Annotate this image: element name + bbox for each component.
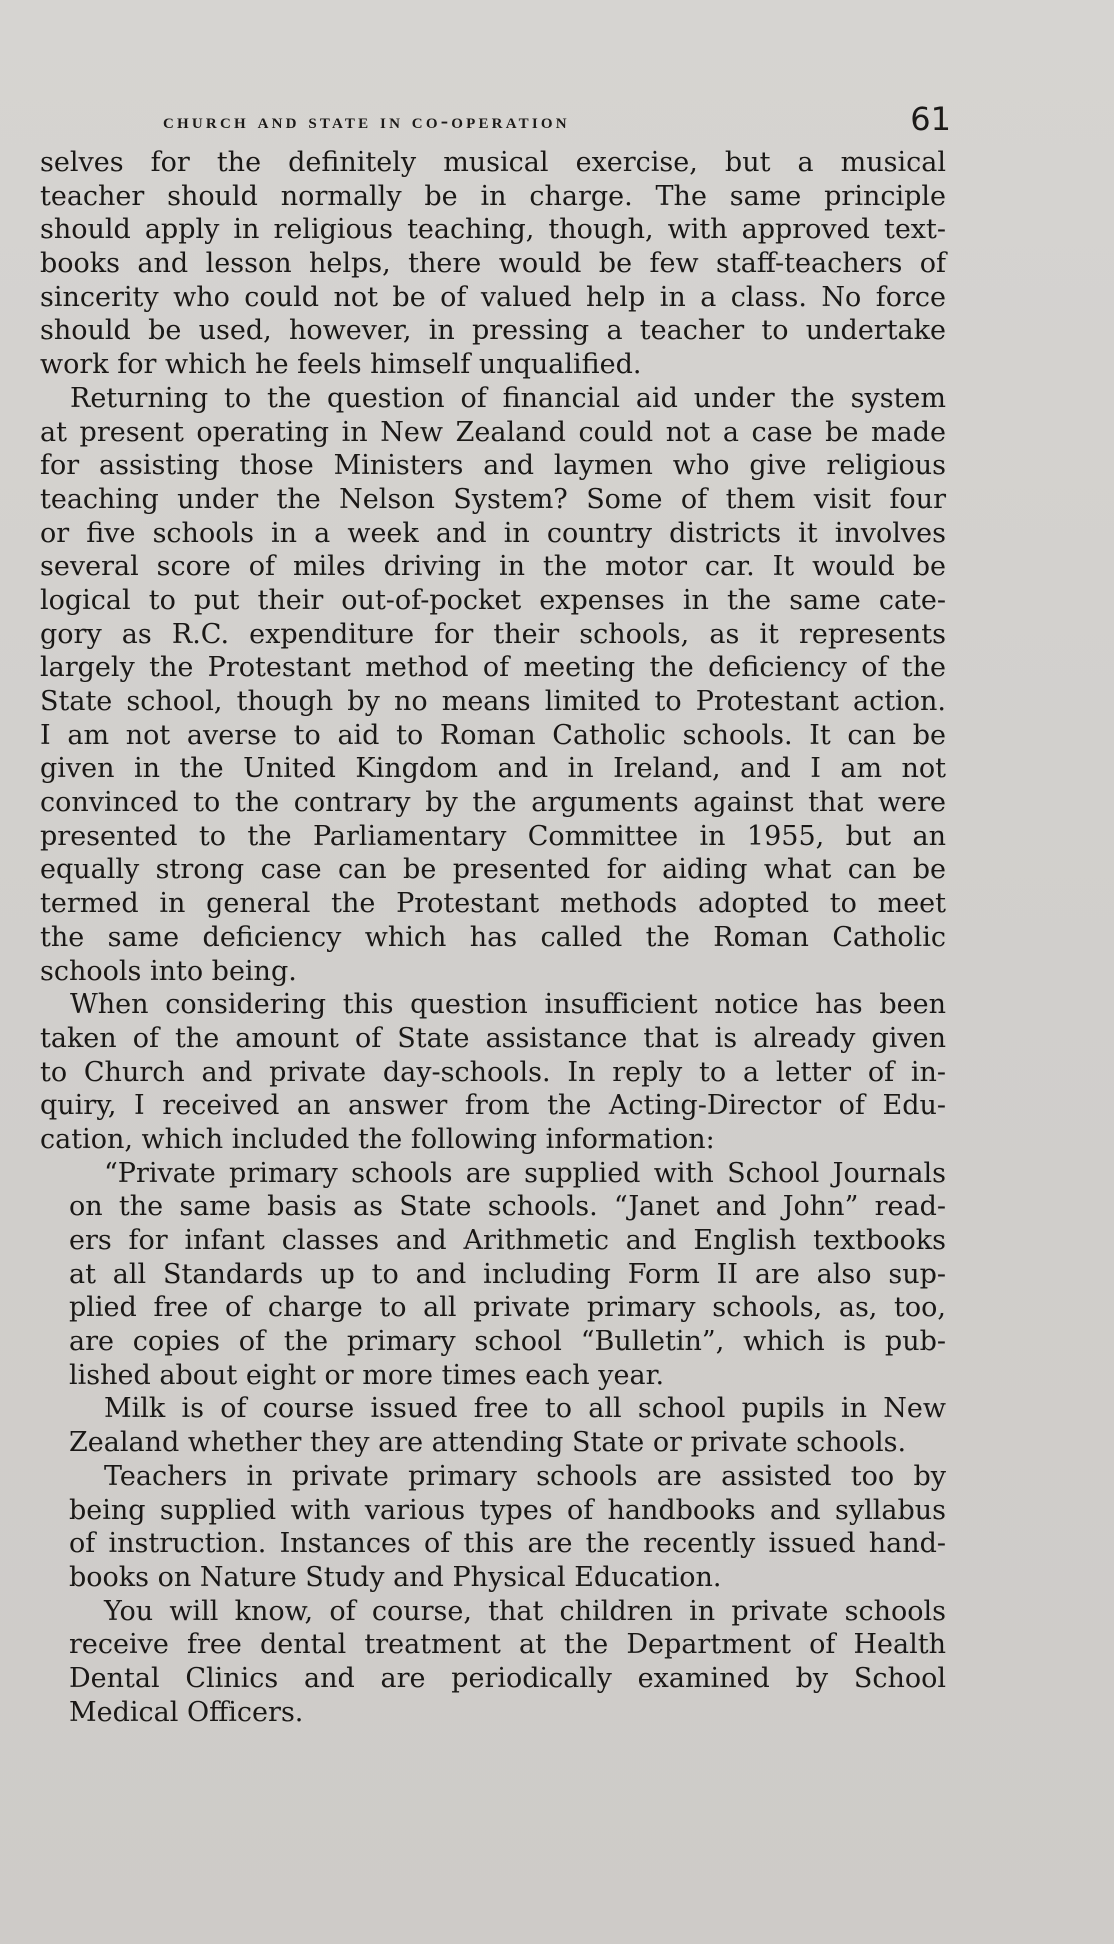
text-line: several score of miles driving in the motor car. It would be: [40, 551, 946, 583]
text-line: State school, though by no means limited to Protestant action.: [40, 686, 946, 717]
body-text: [40, 146, 946, 1729]
text-line: I am not averse to aid to Roman Catholic schools. It can be: [40, 719, 946, 751]
text-line: cation, which included the following information:: [40, 1123, 715, 1155]
text-line: logical to put their out-of-pocket expenses in the same cate-: [40, 584, 946, 616]
running-head: church and state in co-operation: [163, 108, 570, 133]
text-line: should be used, however, in pressing a teacher to undertake: [40, 315, 946, 347]
text-line: should apply in religious teaching, though, with approved text-: [40, 214, 946, 246]
quote-line: ers for infant classes and Arithmetic and English textbooks: [69, 1225, 946, 1256]
quote-line: Milk is of course issued free to all school pupils in New: [104, 1393, 946, 1425]
text-line: largely the Protestant method of meeting the deficiency of the: [40, 652, 946, 684]
quote-line: plied free of charge to all private primary schools, as, too,: [69, 1292, 946, 1324]
quote-line: of instruction. Instances of this are the recently issued hand-: [69, 1528, 946, 1560]
page-header: [163, 100, 951, 140]
text-line: gory as R.C. expenditure for their schools, as it represents: [40, 618, 946, 650]
quote-line: are copies of the primary school “Bulletin”, which is pub-: [69, 1326, 946, 1358]
page-number: 61: [910, 100, 951, 138]
text-line: convinced to the contrary by the arguments against that were: [40, 787, 946, 819]
text-line: taken of the amount of State assistance that is already given: [40, 1022, 946, 1054]
text-line: at present operating in New Zealand could not a case be made: [40, 416, 946, 448]
quote-line: books on Nature Study and Physical Education.: [69, 1561, 722, 1593]
text-line: teaching under the Nelson System? Some of them visit four: [40, 483, 946, 515]
quote-line: You will know, of course, that children in private schools: [104, 1595, 946, 1627]
text-line: equally strong case can be presented for aiding what can be: [40, 854, 946, 886]
quote-line: lished about eight or more times each year.: [69, 1359, 665, 1391]
text-line: When considering this question insufficient notice has been: [70, 989, 946, 1021]
quote-line: Teachers in private primary schools are assisted too by: [104, 1460, 946, 1492]
text-line: quiry, I received an answer from the Acting-Director of Edu-: [40, 1090, 946, 1122]
text-line: schools into being.: [40, 955, 297, 987]
text-line: for assisting those Ministers and laymen who give religious: [40, 450, 946, 482]
quote-line: Medical Officers.: [69, 1696, 304, 1728]
text-line: books and lesson helps, there would be few staff-teachers of: [40, 248, 946, 280]
quote-line: “Private primary schools are supplied with School Journals: [104, 1157, 946, 1189]
text-line: termed in general the Protestant methods adopted to meet: [40, 888, 946, 920]
text-line: to Church and private day-schools. In reply to a letter of in-: [40, 1056, 946, 1088]
text-line: sincerity who could not be of valued help in a class. No force: [40, 281, 946, 313]
text-line: Returning to the question of financial aid under the system: [70, 382, 946, 414]
text-line: given in the United Kingdom and in Ireland, and I am not: [40, 753, 946, 785]
text-line: work for which he feels himself unqualified.: [40, 349, 642, 381]
quote-line: receive free dental treatment at the Department of Health: [69, 1629, 946, 1661]
text-line: presented to the Parliamentary Committee in 1955, but an: [40, 820, 946, 852]
text-line: the same deficiency which has called the Roman Catholic: [40, 921, 946, 953]
text-line: or five schools in a week and in country districts it involves: [40, 517, 946, 549]
quote-line: Dental Clinics and are periodically examined by School: [69, 1662, 946, 1694]
text-line: selves for the definitely musical exercise, but a musical: [40, 147, 946, 178]
quote-line: on the same basis as State schools. “Janet and John” read-: [69, 1191, 946, 1223]
quote-line: Zealand whether they are attending State or private schools.: [69, 1427, 907, 1459]
quote-line: at all Standards up to and including Form II are also sup-: [69, 1258, 946, 1290]
text-line: teacher should normally be in charge. The same principle: [40, 180, 946, 212]
quote-line: being supplied with various types of handbooks and syllabus: [69, 1494, 946, 1526]
